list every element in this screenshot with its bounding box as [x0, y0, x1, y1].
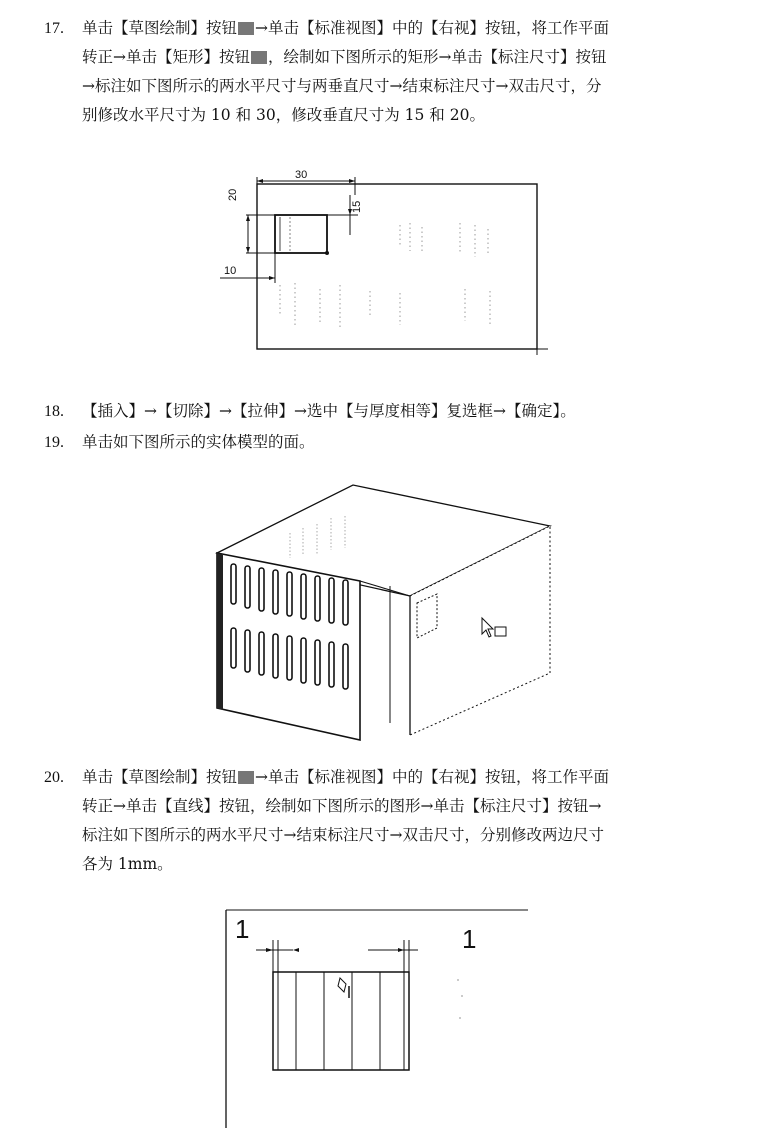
figure-line-sketch: [218, 900, 538, 1132]
step-number: 18.: [44, 403, 64, 420]
step-text: 单击【草图绘制】按钮: [82, 19, 238, 37]
step-text: 别修改水平尺寸为 10 和 30，修改垂直尺寸为 15 和 20。: [82, 106, 485, 124]
step-text: 单击【草图绘制】按钮: [82, 768, 238, 786]
step-text: 各为 1mm。: [82, 855, 173, 873]
step-text: 【插入】→【切除】→【拉伸】→选中【与厚度相等】复选框→【确定】。: [82, 402, 576, 420]
figure-solid-model: [205, 478, 565, 752]
step-text: →单击【标准视图】中的【右视】按钮，将工作平面: [255, 768, 610, 786]
step-20: [0, 763, 780, 879]
figure-rectangle-sketch: [210, 165, 560, 364]
step-18: [0, 397, 780, 426]
step-text: 标注如下图所示的两水平尺寸→结束标注尺寸→双击尺寸，分别修改两边尺寸: [82, 826, 604, 844]
dimension-20: 20: [227, 188, 239, 201]
step-number: 17.: [44, 20, 64, 37]
sketch-button-icon: [238, 771, 254, 784]
step-number: 20.: [44, 769, 64, 786]
step-text: 转正→单击【矩形】按钮: [82, 48, 250, 66]
step-text: 单击如下图所示的实体模型的面。: [82, 433, 315, 451]
step-number: 19.: [44, 434, 64, 451]
step-19: [0, 428, 780, 457]
step-text: →单击【标准视图】中的【右视】按钮，将工作平面: [255, 19, 610, 37]
dimension-right-1: 1: [462, 924, 477, 954]
step-17: [0, 14, 780, 130]
sketch-button-icon: [238, 22, 254, 35]
step-text: →标注如下图所示的两水平尺寸与两垂直尺寸→结束标注尺寸→双击尺寸，分: [82, 77, 602, 95]
step-text: ，绘制如下图所示的矩形→单击【标注尺寸】按钮: [268, 48, 607, 66]
dimension-15: 15: [351, 200, 363, 213]
dimension-left-1: 1: [235, 914, 250, 944]
dimension-30: 30: [295, 169, 308, 181]
dimension-10: 10: [224, 265, 237, 277]
rectangle-button-icon: [251, 51, 267, 64]
step-text: 转正→单击【直线】按钮，绘制如下图所示的图形→单击【标注尺寸】按钮→: [82, 797, 602, 815]
